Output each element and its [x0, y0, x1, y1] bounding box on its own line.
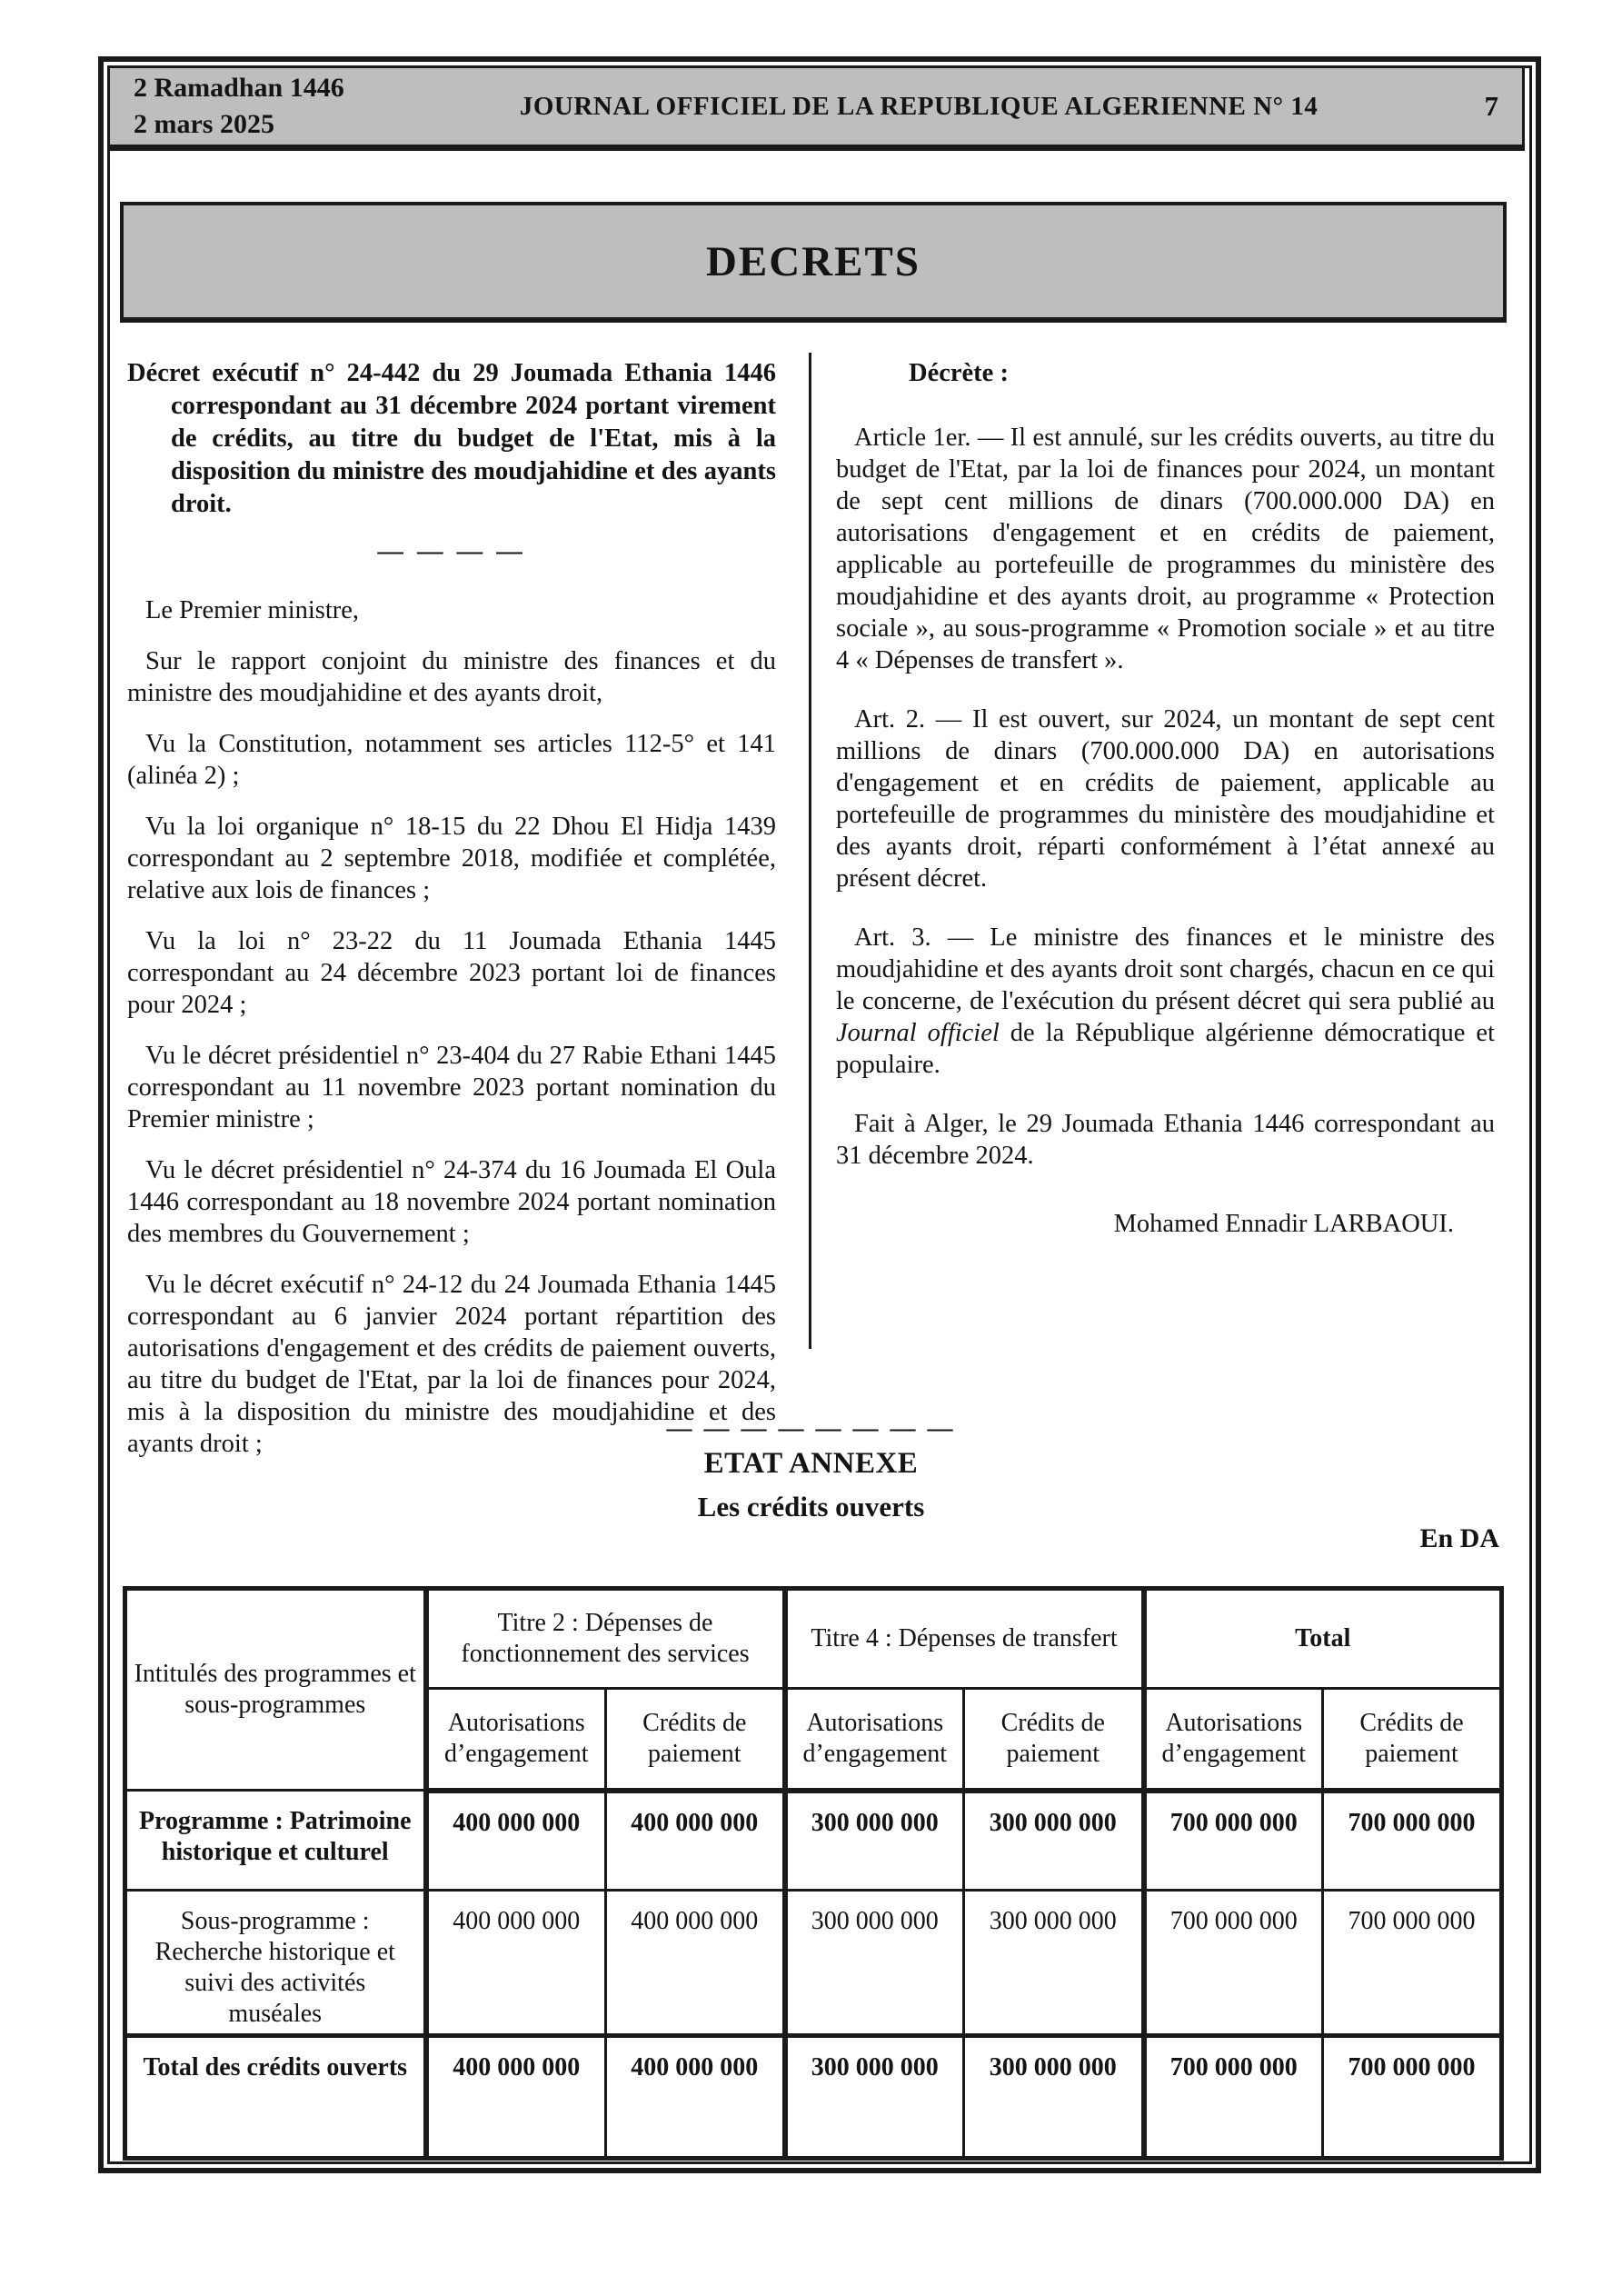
cell-value: 700 000 000 — [1323, 2036, 1502, 2159]
cell-value: 300 000 000 — [964, 1791, 1144, 1891]
cell-value: 300 000 000 — [785, 1791, 964, 1891]
cell-value: 400 000 000 — [606, 2036, 785, 2159]
paragraph: Vu le décret exécutif n° 24-12 du 24 Joumada Ethania 1445 correspondant au 6 janvier 2024 portant répartition des autorisations d'engagement et des crédits de paiement ouverts, au titre du budget de l'Etat, par la loi de finances pour 2024, mis à la disposition du ministre des moudjahidine et des ayants droit ; — [127, 1271, 776, 1458]
annex-dash-separator: — — — — — — — — — [666, 1414, 956, 1442]
signature-name: Mohamed Ennadir LARBAOUI. — [1113, 1210, 1454, 1238]
col-header-titre2: Titre 2 : Dépenses de fonctionnement des services — [426, 1589, 785, 1689]
date-gregorian: 2 mars 2025 — [134, 109, 274, 139]
page-number: 7 — [1484, 90, 1498, 122]
section-title: DECRETS — [705, 237, 920, 285]
journal-officiel-italic: Journal officiel — [836, 1019, 1000, 1047]
paragraph: Sur le rapport conjoint du ministre des finances et du ministre des moudjahidine et des ayants droit, — [127, 647, 776, 707]
table-row-total — [125, 2036, 1502, 2159]
row-label: Total des crédits ouverts — [125, 2036, 426, 2159]
issue-dates — [134, 70, 344, 143]
subheader-cp-titre4: Crédits de paiement — [964, 1689, 1144, 1791]
paragraph: Vu la Constitution, notamment ses articles 112-5° et 141 (alinéa 2) ; — [127, 730, 776, 790]
cell-value: 400 000 000 — [426, 1791, 606, 1891]
cell-value: 400 000 000 — [426, 1891, 606, 2036]
col-header-total: Total — [1144, 1589, 1502, 1689]
paragraph: Vu la loi organique n° 18-15 du 22 Dhou El Hidja 1439 correspondant au 2 septembre 2018, modifiée et complétée, relative aux lois de finances ; — [127, 813, 776, 904]
article-3 — [836, 922, 1495, 1081]
cell-value: 400 000 000 — [606, 1791, 785, 1891]
section-banner — [120, 202, 1507, 323]
dash-separator: — — — — — [377, 537, 526, 565]
table-row-programme — [125, 1791, 1502, 1891]
decree-body — [127, 357, 1495, 1479]
cell-value: 700 000 000 — [1323, 1791, 1502, 1891]
currency-note: En DA — [1419, 1523, 1499, 1553]
cell-value: 700 000 000 — [1323, 1891, 1502, 2036]
row-label: Programme : Patrimoine historique et culturel — [125, 1791, 426, 1891]
cell-value: 700 000 000 — [1144, 1891, 1323, 2036]
paragraph: Le Premier ministre, — [145, 596, 360, 624]
cell-value: 700 000 000 — [1144, 2036, 1323, 2159]
credits-table — [123, 1586, 1504, 2161]
paragraph: Vu la loi n° 23-22 du 11 Joumada Ethania 1445 correspondant au 24 décembre 2023 portant loi de finances pour 2024 ; — [127, 927, 776, 1019]
subheader-ae-total: Autorisations d’engagement — [1144, 1689, 1323, 1791]
date-hijri: 2 Ramadhan 1446 — [134, 73, 344, 103]
journal-title: JOURNAL OFFICIEL DE LA REPUBLIQUE ALGERIENNE N° 14 — [519, 91, 1318, 121]
subheader-cp-titre2: Crédits de paiement — [606, 1689, 785, 1791]
paragraph: Vu le décret présidentiel n° 24-374 du 16 Joumada El Oula 1446 correspondant au 18 novembre 2024 portant nomination des membres du Gouvernement ; — [127, 1156, 776, 1248]
subheader-cp-total: Crédits de paiement — [1323, 1689, 1502, 1791]
col-header-programs: Intitulés des programmes et sous-programmes — [125, 1589, 426, 1791]
running-header — [107, 65, 1525, 151]
cell-value: 700 000 000 — [1144, 1791, 1323, 1891]
article-2: Art. 2. — Il est ouvert, sur 2024, un montant de sept cent millions de dinars (700.000.000 DA) en autorisations d'engagement et en crédits de paiement, applicable au portefeuille de programmes du ministère des moudjahidine et des ayants droit, réparti conformément à l’état annexé au présent décret. — [836, 705, 1495, 893]
article-3-text-end: de la République algérienne démocratique et populaire. — [836, 1019, 1495, 1079]
cell-value: 300 000 000 — [964, 2036, 1144, 2159]
annex-subtitle: Les crédits ouverts — [697, 1491, 925, 1522]
table-row-sous-programme — [125, 1891, 1502, 2036]
decree-heading: Décret exécutif n° 24-442 du 29 Joumada Ethania 1446 correspondant au 31 décembre 2024 portant virement de crédits, au titre du budget de l'Etat, mis à la disposition du ministre des moudjahidine et des ayants droit. — [127, 359, 776, 518]
subheader-ae-titre2: Autorisations d’engagement — [426, 1689, 606, 1791]
article-3-text: Art. 3. — Le ministre des finances et le ministre des moudjahidine et des ayants droit sont chargés, chacun en ce qui le concerne, de l'exécution du présent décret qui sera publié au — [836, 923, 1495, 1015]
right-column — [836, 357, 1495, 1479]
decrete-heading: Décrète : — [909, 359, 1009, 387]
left-column — [127, 357, 776, 1479]
article-1: Article 1er. — Il est annulé, sur les crédits ouverts, au titre du budget de l'Etat, par la loi de finances pour 2024, un montant de sept cent millions de dinars (700.000.000 DA) en autorisations d'engagement et en crédits de paiement, applicable au portefeuille de programmes du ministère des moudjahidine et des ayants droit, au programme « Protection sociale », au sous-programme « Promotion sociale » et au titre 4 « Dépenses de transfert ». — [836, 424, 1495, 674]
cell-value: 400 000 000 — [606, 1891, 785, 2036]
cell-value: 300 000 000 — [785, 2036, 964, 2159]
cell-value: 300 000 000 — [785, 1891, 964, 2036]
annex-title: ETAT ANNEXE — [703, 1447, 919, 1480]
cell-value: 300 000 000 — [964, 1891, 1144, 2036]
subheader-ae-titre4: Autorisations d’engagement — [785, 1689, 964, 1791]
cell-value: 400 000 000 — [426, 2036, 606, 2159]
signature-place-date: Fait à Alger, le 29 Joumada Ethania 1446 correspondant au 31 décembre 2024. — [836, 1110, 1495, 1170]
table-group-header-row — [125, 1589, 1502, 1689]
col-header-titre4: Titre 4 : Dépenses de transfert — [785, 1589, 1144, 1689]
row-label: Sous-programme : Recherche historique et suivi des activités muséales — [125, 1891, 426, 2036]
paragraph: Vu le décret présidentiel n° 23-404 du 27 Rabie Ethani 1445 correspondant au 11 novembre 2023 portant nomination du Premier ministre ; — [127, 1042, 776, 1133]
